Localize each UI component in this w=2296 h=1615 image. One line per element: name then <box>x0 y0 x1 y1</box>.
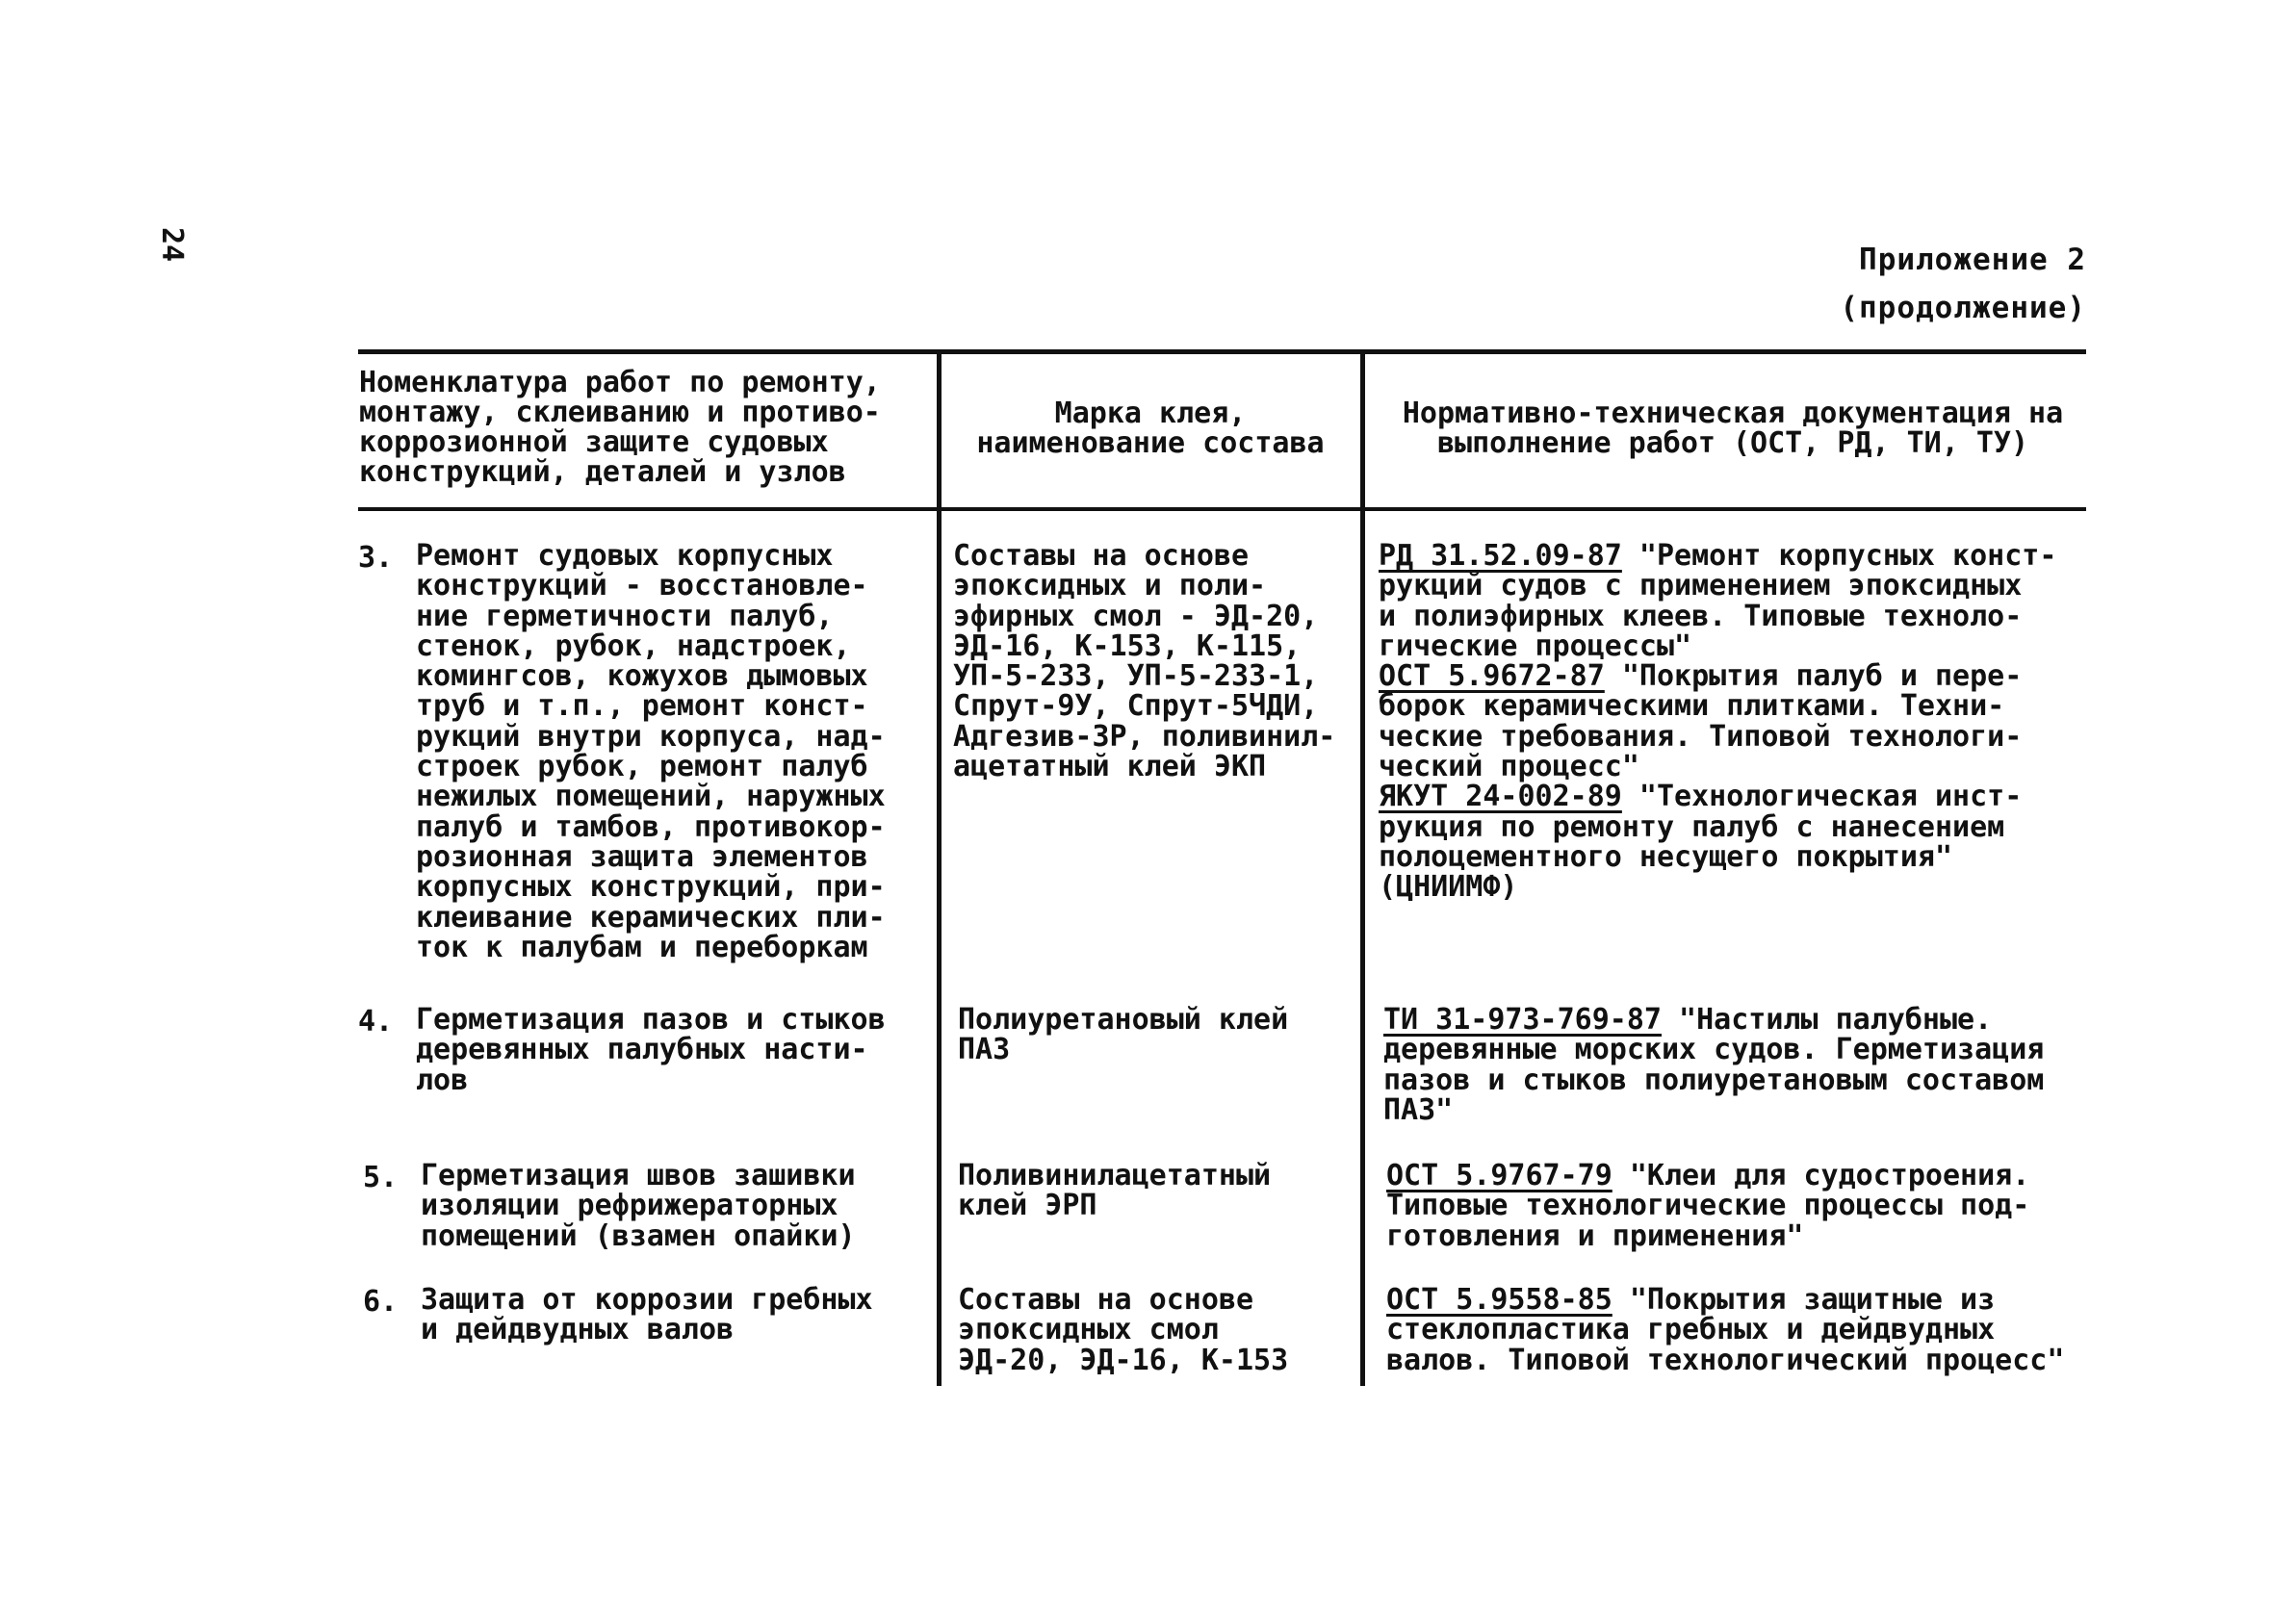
row-glue-brand: Составы на основе эпоксидных и поли- эфирных смол - ЭД-20, ЭД-16, К-153, К-115, УП-5-233, УП-5-233-1, Спрут-9У, Спрут-5ЧДИ, Адгезив-ЗР, поливинил- ацетатный клей ЭКП <box>953 539 1336 784</box>
doc-code: ОСТ 5.9672-87 <box>1379 659 1605 694</box>
row-glue-brand: Составы на основе эпоксидных смол ЭД-20, ЭД-16, К-153 <box>958 1283 1289 1377</box>
doc-code: ОСТ 5.9558-85 <box>1386 1283 1612 1317</box>
row-normative-docs: ОСТ 5.9767-79 "Клеи для судостроения. Типовые технологические процессы под- готовления и применения" <box>1386 1159 2030 1253</box>
row-work-description: Герметизация пазов и стыков деревянных палубных насти- лов <box>416 1003 886 1097</box>
doc-code: ТИ 31-973-769-87 <box>1383 1003 1662 1037</box>
row-glue-brand: Полиуретановый клей ПАЗ <box>958 1003 1289 1067</box>
row-work-description: Защита от коррозии гребных и дейдвудных валов <box>421 1283 873 1347</box>
column-divider-2 <box>1360 351 1365 1386</box>
row-number: 5. <box>363 1161 399 1194</box>
table-top-rule <box>358 349 2086 354</box>
header-bottom-rule <box>358 507 2086 511</box>
doc-code: ОСТ 5.9767-79 <box>1386 1159 1612 1192</box>
row-normative-docs: ТИ 31-973-769-87 "Настилы палубные. деревянные морских судов. Герметизация пазов и стыков полиуретановым составом ПАЗ" <box>1383 1003 2045 1127</box>
row-work-description: Ремонт судовых корпусных конструкций - восстановле- ние герметичности палуб, стенок, рубок, надстроек, комингсов, кожухов дымовых труб и т.п., ремонт конст- рукций внутри корпуса, над- строек рубок, ремонт палуб нежилых помещений, наружных палуб и тамбов, противокор- розионная защита элементов корпусных конструкций, при- клеивание керамических пли- ток к палубам и переборкам <box>416 539 886 964</box>
column-divider-1 <box>937 351 942 1386</box>
row-number: 4. <box>358 1005 394 1038</box>
row-number: 6. <box>363 1285 399 1319</box>
row-normative-docs: РД 31.52.09-87 "Ремонт корпусных конст- рукций судов с применением эпоксидных и полиэфирных клеев. Типовые техноло- гические процессы" ОСТ 5.9672-87 "Покрытия палуб и пере- борок керамическими плитками. Техни- ческие требования. Типовой технологи- ческий процесс" ЯКУТ 24-002-89 "Технологическая инст- рукция по ремонту палуб с нанесением полоцементного несущего покрытия" (ЦНИИМФ) <box>1379 539 2057 905</box>
doc-code: ЯКУТ 24-002-89 <box>1379 780 1622 814</box>
row-normative-docs: ОСТ 5.9558-85 "Покрытия защитные из стеклопластика гребных и дейдвудных валов. Типовой технологический процесс" <box>1386 1283 2065 1377</box>
appendix-title: Приложение 2 <box>1859 243 2086 277</box>
row-work-description: Герметизация швов зашивки изоляции рефрижераторных помещений (взамен опайки) <box>421 1159 856 1253</box>
header-work-nomenclature: Номенклатура работ по ремонту, монтажу, склеиванию и противо- коррозионной защите судовых конструкций, деталей и узлов <box>359 366 881 489</box>
header-normative-docs: Нормативно-техническая документация на выполнение работ (ОСТ, РД, ТИ, ТУ) <box>1402 397 2064 460</box>
appendix-subtitle: (продолжение) <box>1840 291 2086 325</box>
header-glue-brand: Марка клея, наименование состава <box>976 397 1325 460</box>
row-number: 3. <box>358 541 394 575</box>
row-glue-brand: Поливинилацетатный клей ЭРП <box>958 1159 1272 1223</box>
appendix-heading <box>1840 236 2086 332</box>
doc-code: РД 31.52.09-87 <box>1379 539 1622 573</box>
page-number: 24 <box>155 227 189 263</box>
